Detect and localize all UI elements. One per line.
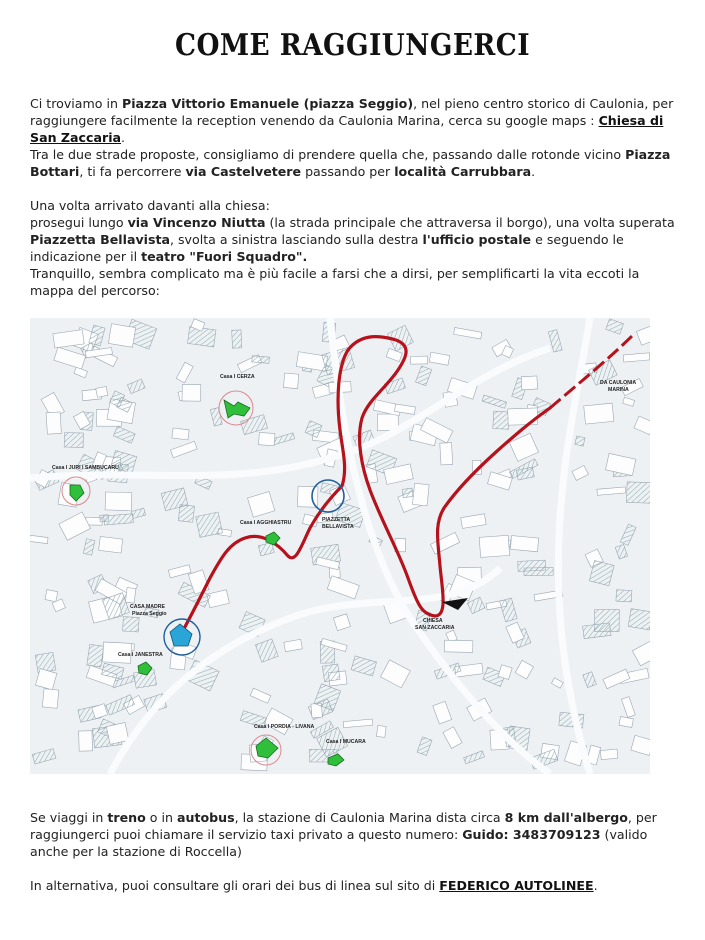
building-block [232, 330, 242, 348]
label-casa-madre-2: Piazza Seggio [132, 611, 167, 617]
building-block [99, 536, 123, 553]
building-block [508, 408, 538, 425]
intro-paragraph-directions [30, 214, 680, 265]
building-block [42, 689, 59, 709]
building-block [196, 512, 223, 537]
building-block [518, 560, 546, 571]
text-segment: . [593, 878, 598, 893]
label-chiesa-2: SAN ZACCARIA [415, 625, 455, 631]
intro-text [30, 95, 680, 299]
building-block [178, 505, 194, 523]
building-block [575, 436, 585, 446]
text-segment: , ti fa percorrere [79, 164, 186, 179]
page-title: COME RAGGIUNGERCI [174, 28, 530, 63]
building-block [105, 492, 132, 511]
text-segment: , nel pieno centro storico di Caulonia, per raggiungere facilmente la reception venendo da Caulonia Marina, cerca su google maps : [30, 96, 674, 128]
intro-paragraph-route [30, 146, 680, 180]
building-block [252, 356, 270, 364]
outro-paragraph-transport [30, 809, 680, 860]
label-caulonia-marina-2: MARINA [608, 387, 629, 393]
label-sambucaru: Casa I JURI I SAMBUCARU [52, 465, 119, 471]
building-block [45, 590, 58, 602]
building-block [258, 432, 274, 445]
piazzetta-bellavista: Piazzetta Bellavista [30, 232, 170, 247]
outro-text [30, 809, 680, 894]
intro-paragraph-arrival: Una volta arrivato davanti alla chiesa: [30, 198, 270, 213]
building-block [96, 386, 108, 397]
building-block [619, 717, 633, 728]
piazza-name: Piazza Vittorio Emanuele (piazza Seggio) [121, 96, 414, 111]
building-block [440, 443, 453, 465]
teatro-fuori-squadro: teatro "Fuori Squadro". [141, 249, 308, 264]
intro-paragraph-location [30, 95, 680, 146]
text-segment: Tra le due strade proposte, consigliamo di prendere quella che, passando dalle rotonde vicino [30, 147, 626, 162]
chiesa-san-zaccaria-link[interactable]: Chiesa di San Zaccaria [30, 113, 664, 145]
intro-paragraph-map-intro: Tranquillo, sembra complicato ma è più facile a farsi che a dirsi, per semplificarti la vita eccoti la mappa del percorso: [30, 266, 640, 298]
label-janestra: Casa I JANESTRA [118, 652, 163, 658]
building-block [283, 373, 298, 389]
label-pordia: Casa I PORDIA - LIVANA [254, 724, 315, 730]
text-segment: , la stazione di Caulonia Marina dista circa [234, 810, 505, 825]
building-block [600, 749, 617, 760]
text-segment: o in [145, 810, 177, 825]
building-block [444, 640, 472, 652]
text-segment: In alternativa, puoi consultare gli orari dei bus di linea sul sito di [30, 878, 440, 893]
building-block [322, 664, 340, 682]
building-block [628, 609, 650, 630]
route-map [30, 318, 650, 774]
autobus: autobus [176, 810, 235, 825]
text-segment: . [121, 130, 126, 145]
distance: 8 km dall'albergo [504, 810, 628, 825]
building-block [182, 384, 201, 401]
label-cerza: Casa I CERZA [220, 374, 255, 380]
building-block [479, 535, 509, 557]
outro-paragraph-bus [30, 877, 680, 894]
ufficio-postale: l'ufficio postale [422, 232, 532, 247]
building-block [521, 376, 537, 390]
building-block [64, 433, 83, 448]
building-block [123, 617, 140, 632]
text-segment: passando per [301, 164, 395, 179]
building-block [411, 356, 428, 364]
label-piazzetta-1: PIAZZETTA [322, 517, 351, 523]
text-segment: . [531, 164, 536, 179]
treno: treno [107, 810, 146, 825]
text-segment: e seguendo le indicazione per il [30, 232, 624, 264]
text-segment: prosegui lungo [30, 215, 128, 230]
building-block [626, 482, 650, 503]
localita-carrubbara: località Carrubbara [394, 164, 532, 179]
text-segment: , svolta a sinistra lasciando sulla destra [169, 232, 423, 247]
building-block [616, 590, 632, 602]
text-segment: , per raggiungerci puoi chiamare il servizio taxi privato a questo numero: [30, 810, 657, 842]
label-caulonia-marina-1: DA CAULONIA [600, 380, 637, 386]
text-segment: (valido anche per la stazione di Roccella) [30, 827, 648, 859]
text-segment: Ci troviamo in [30, 96, 122, 111]
via-vincenzo-niutta: via Vincenzo Niutta [127, 215, 266, 230]
text-segment: Se viaggi in [30, 810, 108, 825]
building-block [87, 644, 104, 667]
building-block [46, 412, 61, 434]
building-block [402, 488, 413, 497]
label-casa-madre-1: CASA MADRE [130, 604, 165, 610]
label-chiesa-1: CHIESA [423, 618, 443, 624]
building-block [35, 652, 56, 673]
label-mucara: Casa I MUCARA [326, 739, 366, 745]
piazza-bottari: Piazza Bottari [30, 147, 671, 179]
building-block [595, 610, 620, 632]
via-castelvetere: via Castelvetere [185, 164, 302, 179]
building-block [376, 726, 386, 738]
building-block [100, 515, 109, 522]
building-block [125, 588, 135, 604]
federico-autolinee-link[interactable]: FEDERICO AUTOLINEE [439, 878, 594, 893]
building-block [510, 536, 538, 552]
building-block [79, 731, 93, 752]
building-block [412, 483, 429, 506]
building-block [108, 324, 135, 348]
text-segment: (la strada principale che attraversa il borgo), una volta superata [265, 215, 675, 230]
building-block [106, 722, 129, 744]
label-piazzetta-2: BELLAVISTA [322, 524, 354, 530]
building-block [172, 428, 189, 440]
taxi-phone: Guido: 3483709123 [462, 827, 601, 842]
building-block [493, 411, 510, 429]
building-block [584, 403, 614, 424]
label-agghiastru: Casa I AGGHIASTRU [240, 520, 292, 526]
